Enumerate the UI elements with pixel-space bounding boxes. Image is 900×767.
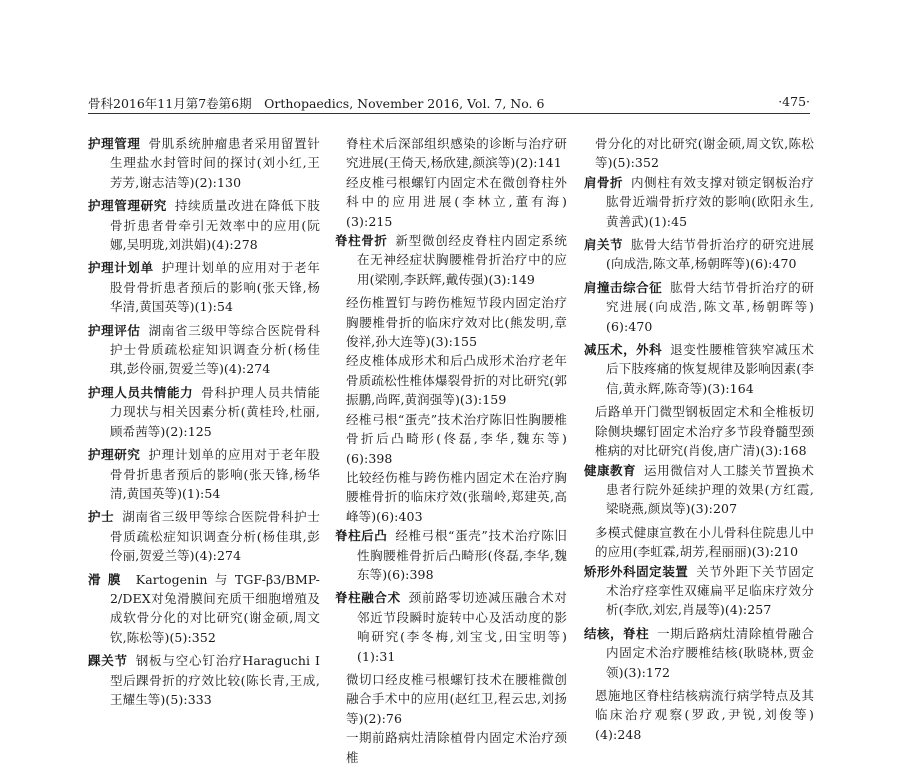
entry-text: 湖南省三级甲等综合医院骨科护士骨质疏松症知识调查分析(杨佳琪,彭伶丽,贺爱兰等)(4):274 bbox=[110, 509, 320, 564]
entry-text: Kartogenin与TGF-β3/BMP-2/DEX对兔滑膜间充质干细胞增殖及成软骨分化的对比研究(谢金硕,周文钦,陈松等)(5):352 bbox=[110, 571, 320, 645]
entry-text: 经椎弓根“蛋壳”技术治疗陈旧性胸腰椎骨折后凸畸形(佟磊,李华,魏东等)(6):398 bbox=[346, 411, 567, 466]
entry-heading: 护理计划单 bbox=[88, 260, 154, 276]
index-column-1 bbox=[88, 134, 320, 713]
index-entry bbox=[584, 402, 814, 460]
journal-header: 骨科2016年11月第7卷第6期 Orthopaedics, November 2016, Vol. 7, No. 6 bbox=[88, 96, 545, 111]
index-entry bbox=[584, 686, 814, 744]
entry-text: 湖南省三级甲等综合医院骨科护士骨质疏松症知识调查分析(杨佳琪,彭伶丽,贺爱兰等)(4):274 bbox=[110, 322, 320, 377]
index-entry bbox=[88, 383, 320, 441]
entry-text: 后路单开门微型钢板固定术和全椎板切除侧块螺钉固定术治疗多节段脊髓型颈椎病的对比研究(肖俊,唐广清)(3):168 bbox=[595, 404, 814, 459]
entry-text: 内侧柱有效支撑对锁定钢板治疗肱骨近端骨折疗效的影响(欧阳永生,黄善武)(1):45 bbox=[606, 174, 814, 229]
index-entry bbox=[88, 196, 320, 254]
entry-heading: 脊柱融合术 bbox=[335, 590, 401, 606]
entry-text: 经伤椎置钉与跨伤椎短节段内固定治疗胸腰椎骨折的临床疗效对比(熊发明,章俊祥,孙大连等)(3):155 bbox=[346, 295, 567, 350]
entry-text: 退变性腰椎管狭窄减压术后下肢疼痛的恢复规律及影响因素(李信,黄永辉,陈奇等)(3):164 bbox=[606, 342, 814, 396]
index-entry bbox=[584, 562, 814, 620]
index-entry bbox=[584, 340, 814, 398]
entry-heading: 结核，脊柱 bbox=[584, 625, 650, 641]
entry-heading: 护理管理研究 bbox=[88, 198, 167, 214]
index-entry bbox=[335, 410, 567, 468]
entry-text: 持续质量改进在降低下肢骨折患者骨牵引无效率中的应用(阮娜,吴明珑,刘洪娟)(4):278 bbox=[110, 198, 320, 253]
entry-heading: 矫形外科固定装置 bbox=[584, 563, 689, 579]
index-entry bbox=[88, 134, 320, 192]
entry-heading: 肩撞击综合征 bbox=[584, 279, 663, 295]
index-entry bbox=[335, 351, 567, 409]
index-entry bbox=[88, 507, 320, 565]
entry-text: 比较经伤椎与跨伤椎内固定术在治疗胸腰椎骨折的临床疗效(张瑞岭,郑建英,高峰等)(6):403 bbox=[346, 469, 567, 524]
entry-heading: 护理研究 bbox=[88, 447, 141, 463]
index-entry bbox=[584, 461, 814, 519]
entry-text: 一期后路病灶清除植骨融合内固定术治疗腰椎结核(耿晓林,贾金领)(3):172 bbox=[606, 625, 814, 680]
index-entry bbox=[88, 258, 320, 316]
page-header bbox=[88, 94, 810, 110]
index-column-3 bbox=[584, 134, 814, 744]
index-entry bbox=[584, 235, 814, 274]
entry-heading: 肩骨折 bbox=[584, 174, 624, 190]
index-entry bbox=[88, 651, 320, 709]
index-entry bbox=[335, 231, 567, 289]
index-entry bbox=[584, 523, 814, 562]
index-entry bbox=[335, 526, 567, 584]
header-rule bbox=[88, 113, 810, 114]
entry-heading: 肩关节 bbox=[584, 237, 624, 253]
entry-text: 肱骨大结节骨折治疗的研究进展(向成浩,陈文革,杨朝晖等)(6):470 bbox=[606, 237, 814, 272]
entry-heading: 护理评估 bbox=[88, 322, 141, 338]
index-entry bbox=[88, 321, 320, 379]
index-entry bbox=[335, 134, 567, 173]
entry-text: 护理计划单的应用对于老年股骨骨折患者预后的影响(张天锋,杨华清,黄国英等)(1):54 bbox=[110, 260, 320, 315]
entry-text: 一期前路病灶清除植骨内固定术治疗颈椎 bbox=[346, 730, 567, 765]
entry-text: 经椎弓根“蛋壳”技术治疗陈旧性胸腰椎骨折后凸畸形(佟磊,李华,魏东等)(6):398 bbox=[357, 528, 567, 582]
entry-text: 运用微信对人工膝关节置换术患者行院外延续护理的效果(方红霞,梁晓燕,颜岚等)(3):207 bbox=[606, 462, 814, 517]
index-entry bbox=[335, 173, 567, 231]
entry-heading: 护理人员共情能力 bbox=[88, 384, 194, 400]
entry-text: 骨分化的对比研究(谢金硕,周文钦,陈松等)(5):352 bbox=[595, 136, 814, 171]
entry-heading: 滑膜 bbox=[88, 571, 128, 587]
entry-text: 经皮椎体成形术和后凸成形术治疗老年骨质疏松性椎体爆裂骨折的对比研究(郭振鹏,尚晖,黄润强等)(3):159 bbox=[346, 353, 567, 408]
entry-text: 微切口经皮椎弓根螺钉技术在腰椎微创融合手术中的应用(赵红卫,程云忠,刘扬等)(2):76 bbox=[346, 671, 567, 726]
entry-text: 关节外距下关节固定术治疗痉挛性双瘫扁平足临床疗效分析(李欣,刘宏,肖晟等)(4):257 bbox=[606, 563, 814, 618]
entry-heading: 踝关节 bbox=[88, 653, 128, 669]
entry-text: 颈前路零切迹减压融合术对邻近节段瞬时旋转中心及活动度的影响研究(李冬梅,刘宝戈,田宝明等)(1):31 bbox=[357, 590, 567, 664]
page-number: ·475· bbox=[778, 94, 810, 109]
index-entry bbox=[584, 278, 814, 336]
index-entry bbox=[335, 293, 567, 351]
index-entry bbox=[335, 588, 567, 666]
entry-heading: 脊柱骨折 bbox=[335, 233, 388, 249]
entry-text: 恩施地区脊柱结核病流行病学特点及其临床治疗观察(罗政,尹锐,刘俊等)(4):248 bbox=[595, 687, 814, 742]
index-entry bbox=[584, 173, 814, 231]
index-entry bbox=[335, 468, 567, 526]
entry-heading: 健康教育 bbox=[584, 462, 637, 478]
index-entry bbox=[88, 445, 320, 503]
entry-heading: 护士 bbox=[88, 509, 115, 525]
entry-text: 钢板与空心钉治疗Haraguchi Ⅰ型后踝骨折的疗效比较(陈长青,王成,王耀生等)(5):333 bbox=[110, 653, 320, 707]
index-entry bbox=[335, 670, 567, 728]
index-entry bbox=[88, 570, 320, 648]
entry-heading: 脊柱后凸 bbox=[335, 528, 388, 544]
entry-heading: 护理管理 bbox=[88, 136, 141, 151]
entry-text: 经皮椎弓根螺钉内固定术在微创脊柱外科中的应用进展(李林立,董有海)(3):215 bbox=[346, 174, 567, 229]
entry-text: 新型微创经皮脊柱内固定系统在无神经症状胸腰椎骨折治疗中的应用(梁刚,李跃辉,戴传强)(3):149 bbox=[357, 233, 567, 287]
index-entry bbox=[584, 134, 814, 173]
entry-text: 护理计划单的应用对于老年股骨骨折患者预后的影响(张天锋,杨华清,黄国英等)(1):54 bbox=[110, 447, 320, 501]
entry-text: 脊柱术后深部组织感染的诊断与治疗研究进展(王倚天,杨欣建,颜滨等)(2):141 bbox=[346, 136, 567, 171]
entry-text: 多模式健康宣教在小儿骨科住院患儿中的应用(李虹霖,胡芳,程丽丽)(3):210 bbox=[595, 524, 814, 560]
entry-text: 肱骨大结节骨折治疗的研究进展(向成浩,陈文革,杨朝晖等)(6):470 bbox=[606, 279, 814, 334]
index-entry bbox=[584, 624, 814, 682]
entry-text: 骨科护理人员共情能力现状与相关因素分析(黄桂玲,杜丽,顾希茜等)(2):125 bbox=[110, 384, 320, 439]
entry-text: 骨肌系统肿瘤患者采用留置针生理盐水封管时间的探讨(刘小红,王芳芳,谢志洁等)(2):130 bbox=[110, 136, 320, 190]
index-column-2 bbox=[335, 134, 567, 767]
index-entry bbox=[335, 728, 567, 767]
entry-heading: 减压术，外科 bbox=[584, 342, 663, 358]
